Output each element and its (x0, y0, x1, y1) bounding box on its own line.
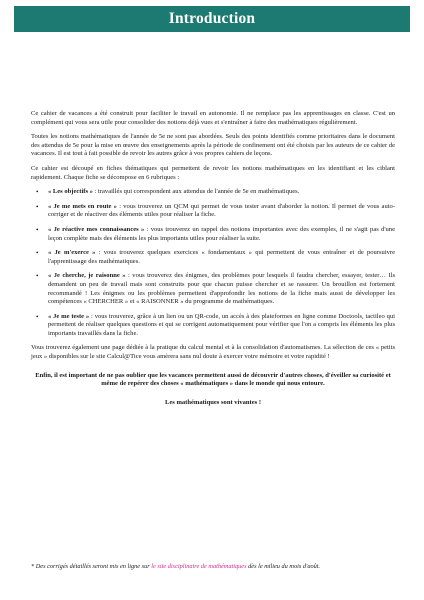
rubrique-title: « Je m'exerce » (48, 249, 96, 257)
list-item (36, 312, 395, 339)
rubrique-text: : vous trouverez quelques exercices « fondamentaux » qui permettent de vous entraîner et de poursuivre l'apprentissage des mathématiques. (48, 249, 395, 265)
title-banner (14, 6, 410, 32)
bullet-icon: • (36, 249, 39, 258)
bullet-icon: • (36, 202, 39, 211)
vacances-paragraph: Enfin, il est important de ne pas oublier que les vacances permettent aussi de découvrir d'autres choses, d'éveiller sa curiosité et même de repérer des choses « mathématiques » dans le monde qui nous entoure. (35, 371, 391, 388)
rubrique-text: : travaillés qui correspondent aux attendus de l'année de 5e en mathématiques. (92, 188, 300, 196)
rubrique-text: : vous trouverez un rappel des notions importantes avec des exemples, il ne s'agit pas d'une leçon complète mais des éléments les plus importants utiles pour réaliser la suite. (48, 225, 395, 242)
list-item (36, 249, 395, 266)
intro-paragraph-2: Toutes les notions mathématiques de l'année de 5e ne sont pas abordées. Seuls des points identifiés comme prioritaires dans le document des attendus de 5e pour la mise en œuvre des enseignements après la période de confinement ont été choisis par les auteurs de ce cahier de vacances. Il est tout à fait possible de revoir les autres grâce à vos propres cahiers de leçons. (31, 133, 395, 158)
rubrique-title: « Je cherche, je raisonne » (48, 272, 126, 280)
footnote-text-start: * Des corrigés détaillés seront mis en ligne sur (31, 563, 152, 570)
list-item (36, 188, 395, 197)
rubrique-title: « Je me mets en route » (48, 202, 117, 210)
rubrique-text: : vous trouverez, grâce à un lien ou un QR-code, un accès à des plateformes en ligne comme Doctools, tactileo qui permettent de réaliser quelques questions et qui se corrigent automatiquement pour vérifier que l'on a compris les éléments les plus importants travaillés dans la fiche. (48, 312, 395, 337)
footnote-text-end: dès le milieu du mois d'août. (246, 563, 321, 570)
intro-paragraph-3: Ce cahier est découpé en fiches thématiques qui permettent de revoir les notions mathématiques en les identifiant et les ciblant rapidement. Chaque fiche se décompose en 6 rubriques : (31, 164, 395, 181)
rubrique-title: « Je réactive mes connaissances » (48, 225, 145, 233)
intro-paragraph-1: Ce cahier de vacances a été construit pour faciliter le travail en autonomie. Il ne remplace pas les apprentissages en classe. C'est un complément qui vous sera utile pour consolider des notions déjà vues et s'entraîner à faire des mathématiques régulièrement. (31, 110, 395, 126)
rubrique-text: : vous trouverez des énigmes, des problèmes pour lesquels il faudra chercher, essayer, tester… Ils demandent un peu de travail mais sont construits pour que chacun puisse chercher et se rassurer. Un brouillon est fortement recommandé ! Les énigmes ou les problèmes permettent d'approfondir les notions de la fiche mais aussi de développer les compétences « CHERCHER » et « RAISONNER » du programme de mathématiques. (48, 272, 395, 306)
bullet-icon: • (36, 312, 39, 321)
rubrique-text: : vous trouverez un QCM qui permet de vous tester avant d'aborder la notion. Il permet de vous auto-corriger et de réactiver des éléments utiles pour réaliser la fiche. (48, 202, 396, 219)
rubrique-title: « Les objectifs » (48, 188, 93, 196)
maths-vivantes-text: Les mathématiques sont vivantes ! (164, 398, 262, 406)
rubriques-list (31, 188, 395, 338)
bullet-icon: • (36, 225, 39, 234)
footnote (31, 563, 401, 570)
rubrique-title: « Je me teste » (48, 312, 90, 320)
site-disciplinaire-link[interactable]: le site disciplinaire de mathématiques (151, 563, 247, 570)
bullet-icon: • (36, 188, 39, 197)
list-item (36, 202, 396, 220)
list-item (36, 225, 395, 243)
calcul-mental-paragraph: Vous trouverez également une page dédiée à la pratique du calcul mental et à la consolidation d'automatismes. La sélection de ces « petits jeux » disponibles sur le site Calcul@Tice vous amèrera sans nul doute à exercer votre mémoire et votre rapidité ! (31, 344, 395, 361)
page-title: Introduction (168, 10, 256, 27)
list-item (36, 272, 395, 306)
bullet-icon: • (36, 272, 39, 281)
main-content (31, 110, 395, 413)
